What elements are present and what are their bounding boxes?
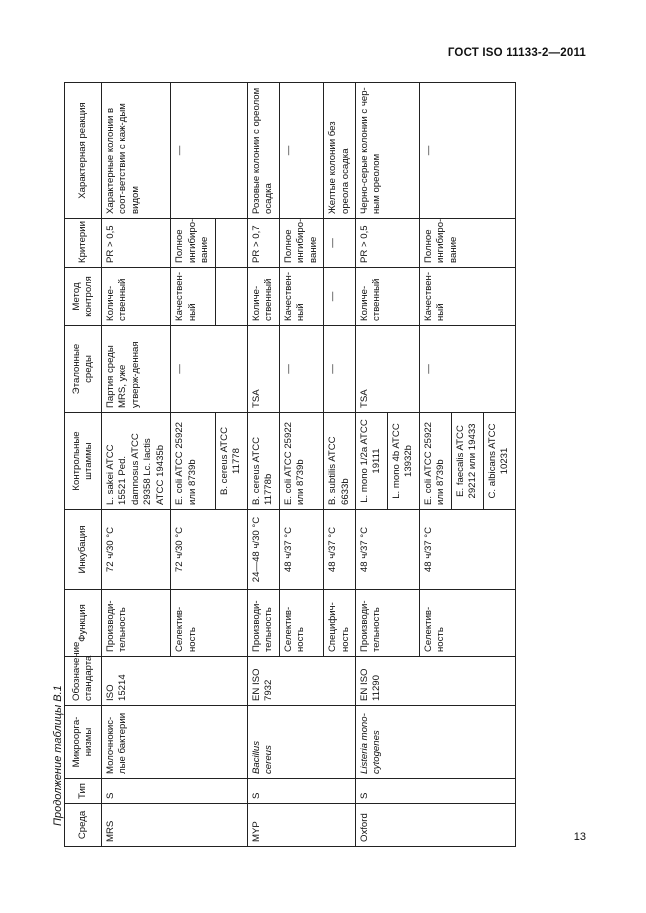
cell-strains: E. coli ATCC 25922 или 8739b: [171, 413, 215, 510]
cell-organism: Молочнокис-лые бактерии: [102, 706, 248, 779]
cell-criteria: PR > 0,7: [247, 219, 279, 268]
cell-method: Количе-ственный: [355, 268, 419, 326]
cell-criteria: Полное ингибиро-вание: [171, 219, 215, 268]
cell-function: Производи-тельность: [355, 590, 419, 657]
cell-criteria: PR > 0,5: [355, 219, 419, 268]
cell-medium: MYP: [247, 804, 355, 847]
col-header: Критерии: [65, 219, 102, 268]
cell-reference: —: [171, 326, 247, 413]
standard-designation: ГОСТ ISO 11133-2—2011: [447, 47, 586, 59]
cell-strains: B. cereus ATCC 11778b: [247, 413, 279, 510]
cell-function: Селектив-ность: [419, 590, 515, 657]
col-header: Функция: [65, 590, 102, 657]
cell-reference: —: [419, 326, 515, 413]
cell-reaction: Характерные колонии в соот-ветствии с каж-дым видом: [102, 83, 171, 219]
cell-standard: EN ISO 7932: [247, 657, 355, 706]
cell-standard: ISO 15214: [102, 657, 248, 706]
cell-reference: Партия среды MRS, уже утверж-денная: [102, 326, 171, 413]
cell-method: Количе-ственный: [247, 268, 279, 326]
cell-criteria-empty: [215, 219, 247, 268]
cell-criteria: PR > 0,5: [102, 219, 171, 268]
page-number: 13: [573, 831, 586, 843]
cell-function: Специфич-ность: [324, 590, 356, 657]
cell-method-empty: [215, 268, 247, 326]
cell-reaction: —: [279, 83, 323, 219]
cell-function: Производи-тельность: [102, 590, 171, 657]
cell-method: Качествен-ный: [171, 268, 215, 326]
cell-method: Количе-ственный: [102, 268, 171, 326]
cell-strains: E. faecalis ATCC 29212 или 19433: [451, 413, 483, 510]
cell-incubation: 72 ч/30 °С: [102, 510, 171, 590]
cell-method: Качествен-ный: [419, 268, 515, 326]
cell-reference: TSA: [355, 326, 419, 413]
table-row: [102, 83, 171, 847]
cell-criteria: —: [324, 219, 356, 268]
cell-strains: L. mono 4b ATCC 13932b: [387, 413, 419, 510]
cell-function: Производи-тельность: [247, 590, 279, 657]
cell-method: Качествен-ный: [279, 268, 323, 326]
cell-function: Селектив-ность: [279, 590, 323, 657]
cell-reaction: —: [419, 83, 515, 219]
col-header: Микроорга-низмы: [65, 706, 102, 779]
cell-incubation: 24—48 ч/30 °С: [247, 510, 279, 590]
cell-type: S: [102, 779, 248, 804]
cell-function: Селектив-ность: [171, 590, 247, 657]
cell-incubation: 48 ч/37 °С: [355, 510, 419, 590]
col-header: Инкубация: [65, 510, 102, 590]
cell-incubation: 48 ч/37 °С: [279, 510, 323, 590]
col-header: Эталонные среды: [65, 326, 102, 413]
col-header: Обозначение стандарта: [65, 657, 102, 706]
cell-criteria: Полное ингибиро-вание: [419, 219, 515, 268]
cell-reaction: Розовые колонии с ореолом осадка: [247, 83, 279, 219]
col-header: Контрольные штаммы: [65, 413, 102, 510]
header-row: [65, 83, 102, 847]
cell-strains: E. coli ATCC 25922 или 8739b: [279, 413, 323, 510]
cell-medium: MRS: [102, 804, 248, 847]
cell-criteria: Полное ингибиро-вание: [279, 219, 323, 268]
cell-reaction: —: [171, 83, 247, 219]
cell-standard: EN ISO 11290: [355, 657, 515, 706]
cell-strains: L. sakei ATCC 15521 Ped. damnosus ATCC 29358 Lc. lactis ATCC 19435b: [102, 413, 171, 510]
cell-organism: Bacillus cereus: [247, 706, 355, 779]
col-header: Тип: [65, 779, 102, 804]
cell-medium: Oxford: [355, 804, 515, 847]
cell-reaction: Желтые колонии без ореола осадка: [324, 83, 356, 219]
cell-strains: C. albicans ATCC 10231: [483, 413, 515, 510]
cell-strains: E. coli ATCC 25922 или 8739b: [419, 413, 451, 510]
table-row: [355, 83, 387, 847]
cell-type: S: [247, 779, 355, 804]
cell-strains: L. mono 1/2a ATCC 19111: [355, 413, 387, 510]
table-container: [64, 83, 587, 847]
cell-organism: Listeria mono-cytogenes: [355, 706, 515, 779]
table-row: [247, 83, 279, 847]
col-header: Метод контроля: [65, 268, 102, 326]
cell-type: S: [355, 779, 515, 804]
cell-reference: TSA: [247, 326, 279, 413]
table-caption: Продолжение таблицы В.1: [52, 685, 64, 826]
cell-strains: B. subtilis ATCC 6633b: [324, 413, 356, 510]
cell-incubation: 72 ч/30 °С: [171, 510, 247, 590]
cell-method: —: [324, 268, 356, 326]
col-header: Среда: [65, 804, 102, 847]
cell-reference: —: [324, 326, 356, 413]
cell-incubation: 48 ч/37 °С: [419, 510, 515, 590]
cell-reference: —: [279, 326, 323, 413]
cell-reaction: Черно-серые колонии с чер-ным ореолом: [355, 83, 419, 219]
col-header: Характерная реакция: [65, 83, 102, 219]
media-table: [64, 82, 516, 847]
cell-incubation: 48 ч/37 °С: [324, 510, 356, 590]
cell-strains: B. cereus ATCC 11778: [215, 413, 247, 510]
